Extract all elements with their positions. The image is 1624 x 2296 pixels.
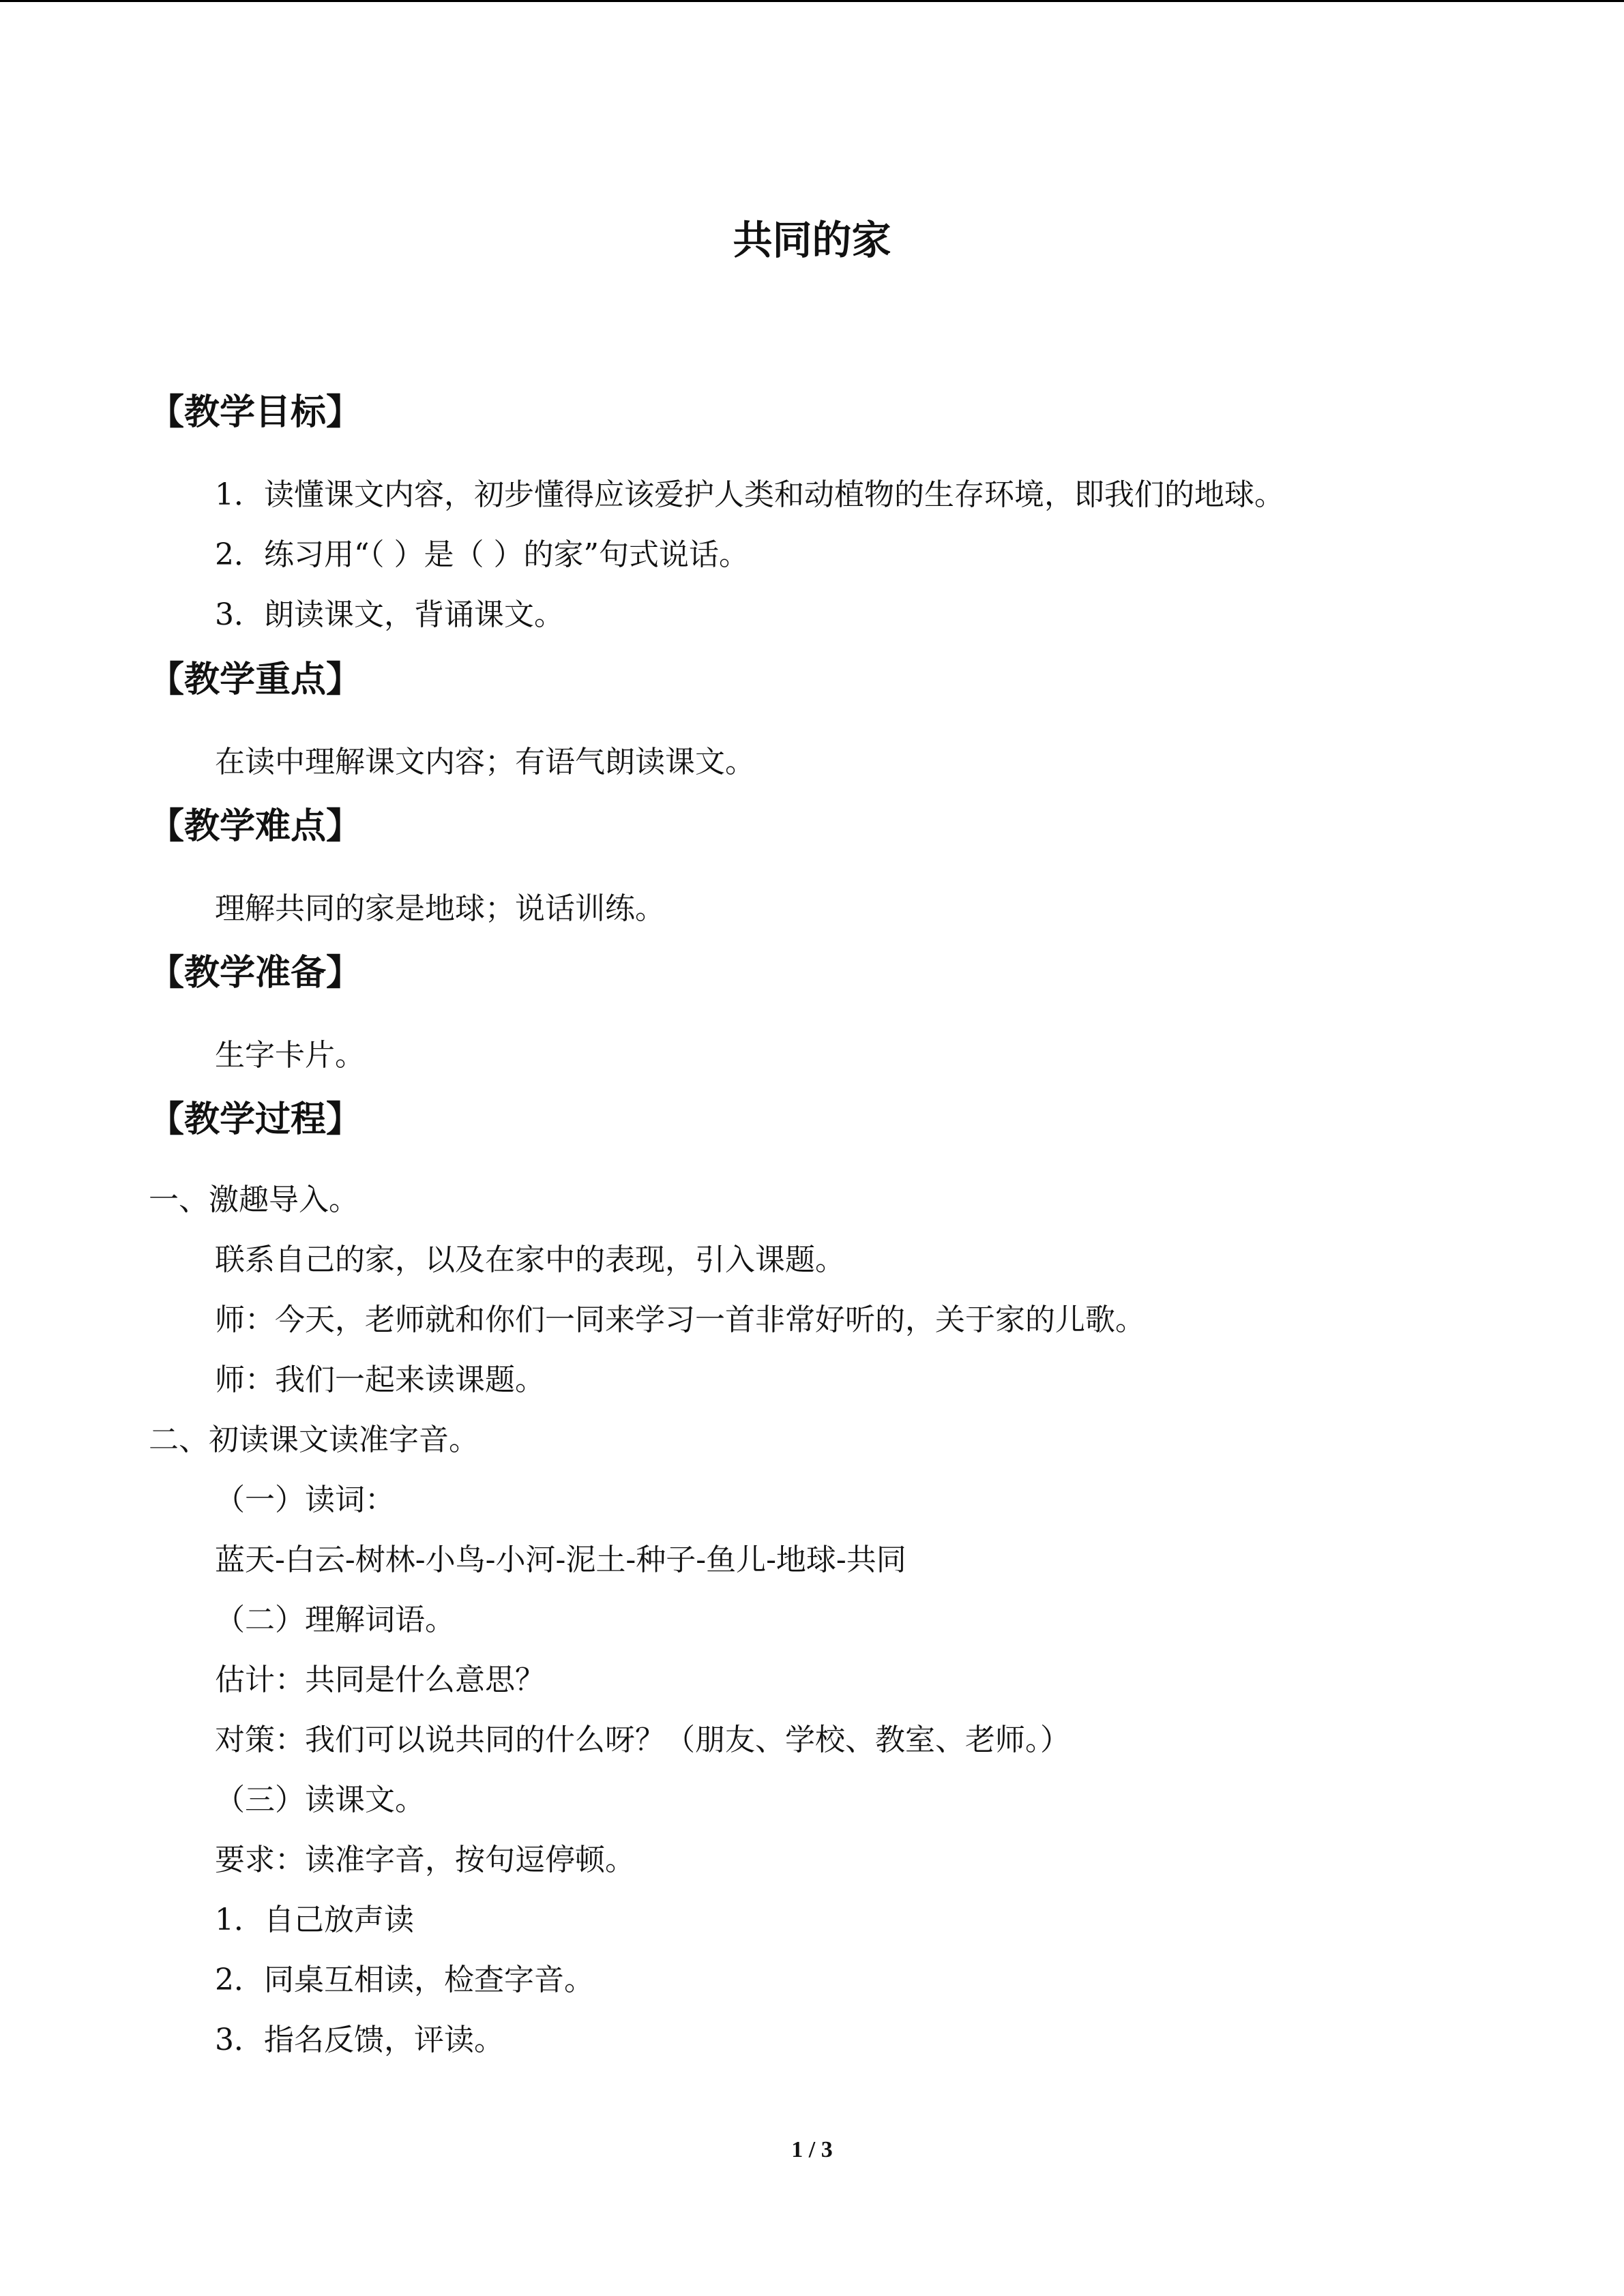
heading-objectives: 【教学目标】	[149, 392, 362, 433]
process-step-1-title: 一、激趣导入。	[149, 1182, 359, 1217]
objective-item-3: 3．朗读课文，背诵课文。	[215, 597, 564, 632]
heading-key-points: 【教学重点】	[149, 659, 362, 700]
process-line: 师：今天，老师就和你们一同来学习一首非常好听的，关于家的儿歌。	[215, 1302, 1145, 1337]
process-line: 联系自己的家，以及在家中的表现，引入课题。	[215, 1242, 845, 1277]
heading-difficulties: 【教学难点】	[149, 806, 362, 847]
objective-item-1: 1．读懂课文内容，初步懂得应该爱护人类和动植物的生存环境，即我们的地球。	[215, 477, 1284, 512]
process-line: 3．指名反馈，评读。	[215, 2023, 504, 2057]
top-border-rule	[0, 0, 1624, 2]
process-word-list: 蓝天-白云-树林-小鸟-小河-泥土-种子-鱼儿-地球-共同	[215, 1542, 906, 1577]
key-points-text: 在读中理解课文内容；有语气朗读课文。	[215, 745, 755, 779]
process-line: 师：我们一起来读课题。	[215, 1362, 545, 1397]
process-line: （二）理解词语。	[215, 1602, 455, 1637]
heading-process: 【教学过程】	[149, 1099, 362, 1140]
process-line: 2．同桌互相读，检查字音。	[215, 1963, 594, 1997]
process-line: （三）读课文。	[215, 1783, 425, 1817]
process-line: 1．自己放声读	[215, 1903, 414, 1937]
heading-preparation: 【教学准备】	[149, 953, 362, 994]
process-line: （一）读词：	[215, 1482, 395, 1517]
process-line: 估计：共同是什么意思？	[215, 1663, 545, 1697]
page-title: 共同的家	[733, 217, 891, 263]
process-line: 对策：我们可以说共同的什么呀？（朋友、学校、教室、老师。）	[215, 1723, 1070, 1757]
preparation-text: 生字卡片。	[215, 1038, 365, 1073]
process-line: 要求：读准字音，按句逗停顿。	[215, 1843, 635, 1877]
objective-item-2: 2．练习用“（ ）是（ ）的家”句式说话。	[215, 537, 749, 572]
page-number: 1 / 3	[791, 2137, 833, 2162]
difficulties-text: 理解共同的家是地球；说话训练。	[215, 891, 665, 926]
process-step-2-title: 二、初读课文读准字音。	[149, 1422, 479, 1457]
